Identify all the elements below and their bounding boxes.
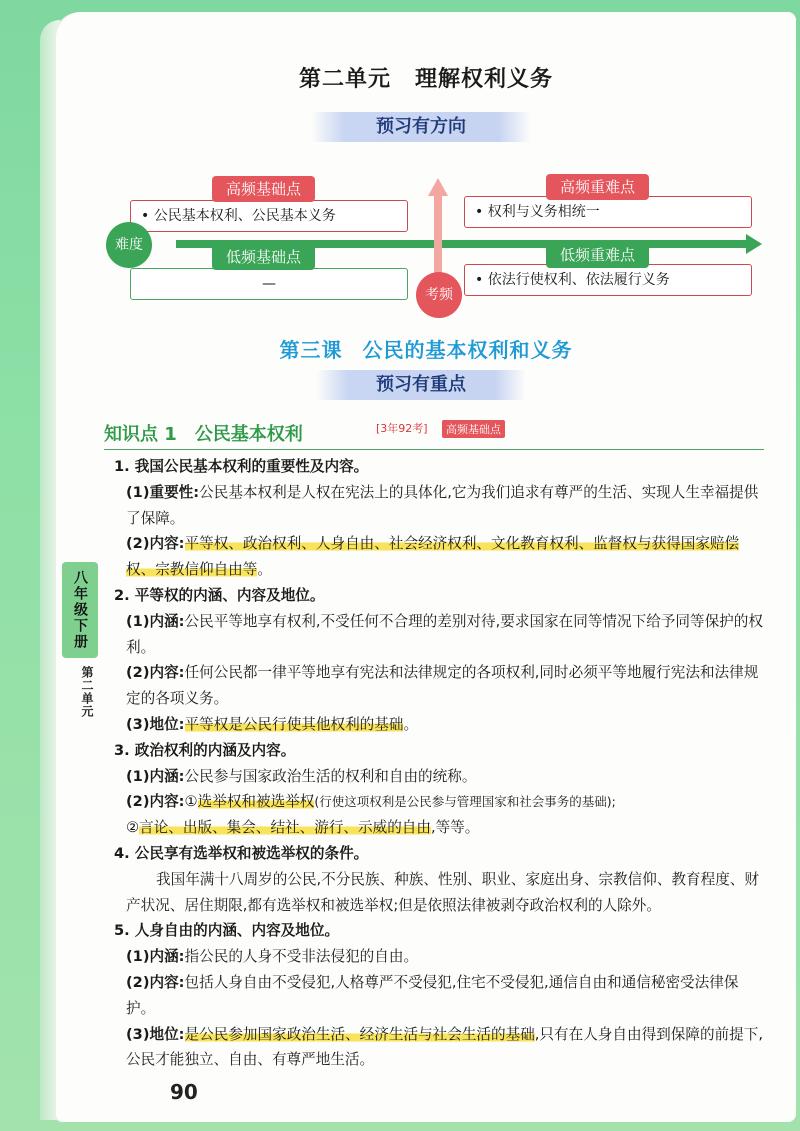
knowledge-point-title: 知识点 1 公民基本权利: [104, 424, 303, 445]
paragraph-text: 指公民的人身不受非法侵犯的自由。: [184, 948, 419, 966]
highlighted-text: 是公民参加国家政治生活、经济生活与社会生活的基础: [184, 1025, 535, 1043]
banner-preview-direction: 预习有方向: [311, 112, 531, 142]
paragraph-key: (1)重要性:: [126, 483, 200, 501]
section-heading: 2. 平等权的内涵、内容及地位。: [114, 586, 325, 604]
paragraph: [114, 944, 766, 970]
frequency-difficulty-diagram: [56, 172, 796, 312]
section-heading: 4. 公民享有选举权和被选举权的条件。: [114, 844, 369, 862]
section-heading: 3. 政治权利的内涵及内容。: [114, 741, 296, 759]
paragraph-key: (1)内涵:: [126, 948, 185, 966]
high-basic-tag: 高频基础点: [212, 176, 315, 202]
unit-label: 第二单元: [298, 67, 391, 92]
list-number: ②: [126, 819, 140, 837]
paragraph-key: (1)内涵:: [126, 612, 185, 630]
paragraph-text: 公民平等地享有权利,不受任何不合理的差别对待,要求国家在同等情况下给予同等保护的权利。: [126, 612, 763, 656]
paragraph-text: 任何公民都一律平等地享有宪法和法律规定的各项权利,同时必须平等地履行宪法和法律规定的各项义务。: [126, 664, 759, 708]
highlighted-text: 平等权、政治权利、人身自由、社会经济权利、文化教育权利、监督权与获得国家赔偿权、宗教信仰自由等: [126, 535, 740, 579]
paragraph: [114, 1022, 766, 1074]
low-hard-tag: 低频重难点: [546, 242, 649, 268]
high-basic-box: • 公民基本权利、公民基本义务: [130, 200, 408, 232]
difficulty-arrow: [746, 234, 762, 254]
book-page: [56, 12, 796, 1122]
lesson-title: [56, 334, 796, 363]
paragraph: [114, 609, 766, 661]
difficulty-circle: 难度: [106, 222, 152, 268]
paragraph-key: (2)内容:: [126, 973, 185, 991]
frequency-arrow: [428, 178, 448, 196]
frequency-circle: 考频: [416, 272, 462, 318]
paragraph-note: (行使这项权利是公民参与管理国家和社会事务的基础);: [314, 794, 616, 810]
paragraph-key: (2)内容:: [126, 793, 185, 811]
unit-name: 理解权利义务: [415, 67, 554, 92]
paragraph-text: 公民基本权利是人权在宪法上的具体化,它为我们追求有尊严的生活、实现人生幸福提供了保障。: [126, 483, 759, 527]
lesson-name: 公民的基本权利和义务: [362, 338, 573, 362]
highlighted-text: 言论、出版、集会、结社、游行、示威的自由: [139, 819, 431, 837]
knowledge-point-header: [104, 420, 764, 450]
highlighted-text: 平等权是公民行使其他权利的基础: [184, 715, 404, 733]
high-hard-tag: 高频重难点: [546, 174, 649, 200]
banner-preview-focus: 预习有重点: [316, 370, 526, 400]
paragraph: [114, 764, 766, 790]
paragraph: [114, 789, 766, 841]
paragraph-text: 。: [257, 561, 272, 579]
section-heading: 1. 我国公民基本权利的重要性及内容。: [114, 458, 369, 475]
paragraph: [114, 531, 766, 583]
paragraph: [114, 480, 766, 532]
paragraph: [114, 660, 766, 712]
paragraph-text: 公民参与国家政治生活的权利和自由的统称。: [184, 767, 477, 785]
highlighted-text: 选举权和被选举权: [197, 793, 315, 811]
page-number: 90: [170, 1080, 198, 1104]
low-basic-box: —: [130, 268, 408, 300]
paragraph: [114, 970, 766, 1022]
unit-title: [56, 62, 796, 93]
high-hard-box: • 权利与义务相统一: [464, 196, 752, 228]
grade-tab: 八年级下册: [62, 562, 98, 658]
lesson-label: 第三课: [279, 338, 343, 362]
paragraph-text: ,等等。: [430, 819, 480, 837]
unit-side-label: 第二单元: [80, 666, 94, 718]
paragraph-key: (1)内涵:: [126, 767, 185, 785]
paragraph-key: (3)地位:: [126, 715, 185, 733]
paragraph: 我国年满十八周岁的公民,不分民族、种族、性别、职业、家庭出身、宗教信仰、教育程度、财产状况、居住期限,都有选举权和被选举权;但是依照法律被剥夺政治权利的人除外。: [126, 870, 759, 914]
paragraph-text: 包括人身自由不受侵犯,人格尊严不受侵犯,住宅不受侵犯,通信自由和通信秘密受法律保护。: [126, 973, 739, 1017]
low-hard-box: • 依法行使权利、依法履行义务: [464, 264, 752, 296]
frequency-badge: 高频基础点: [442, 420, 505, 438]
paragraph: [114, 712, 766, 738]
exam-count-note: [3年92考]: [376, 422, 428, 435]
section-heading: 5. 人身自由的内涵、内容及地位。: [114, 922, 340, 940]
paragraph-key: (2)内容:: [126, 535, 185, 553]
knowledge-content: [114, 454, 766, 1073]
list-number: ①: [184, 793, 198, 811]
paragraph-text: ,只有在人身自由得到保障的前提下,公民才能独立、自由、有尊严地生活。: [126, 1025, 763, 1069]
paragraph-text: 。: [403, 715, 419, 733]
paragraph-key: (2)内容:: [126, 664, 185, 682]
low-basic-tag: 低频基础点: [212, 244, 315, 270]
paragraph-key: (3)地位:: [126, 1025, 185, 1043]
